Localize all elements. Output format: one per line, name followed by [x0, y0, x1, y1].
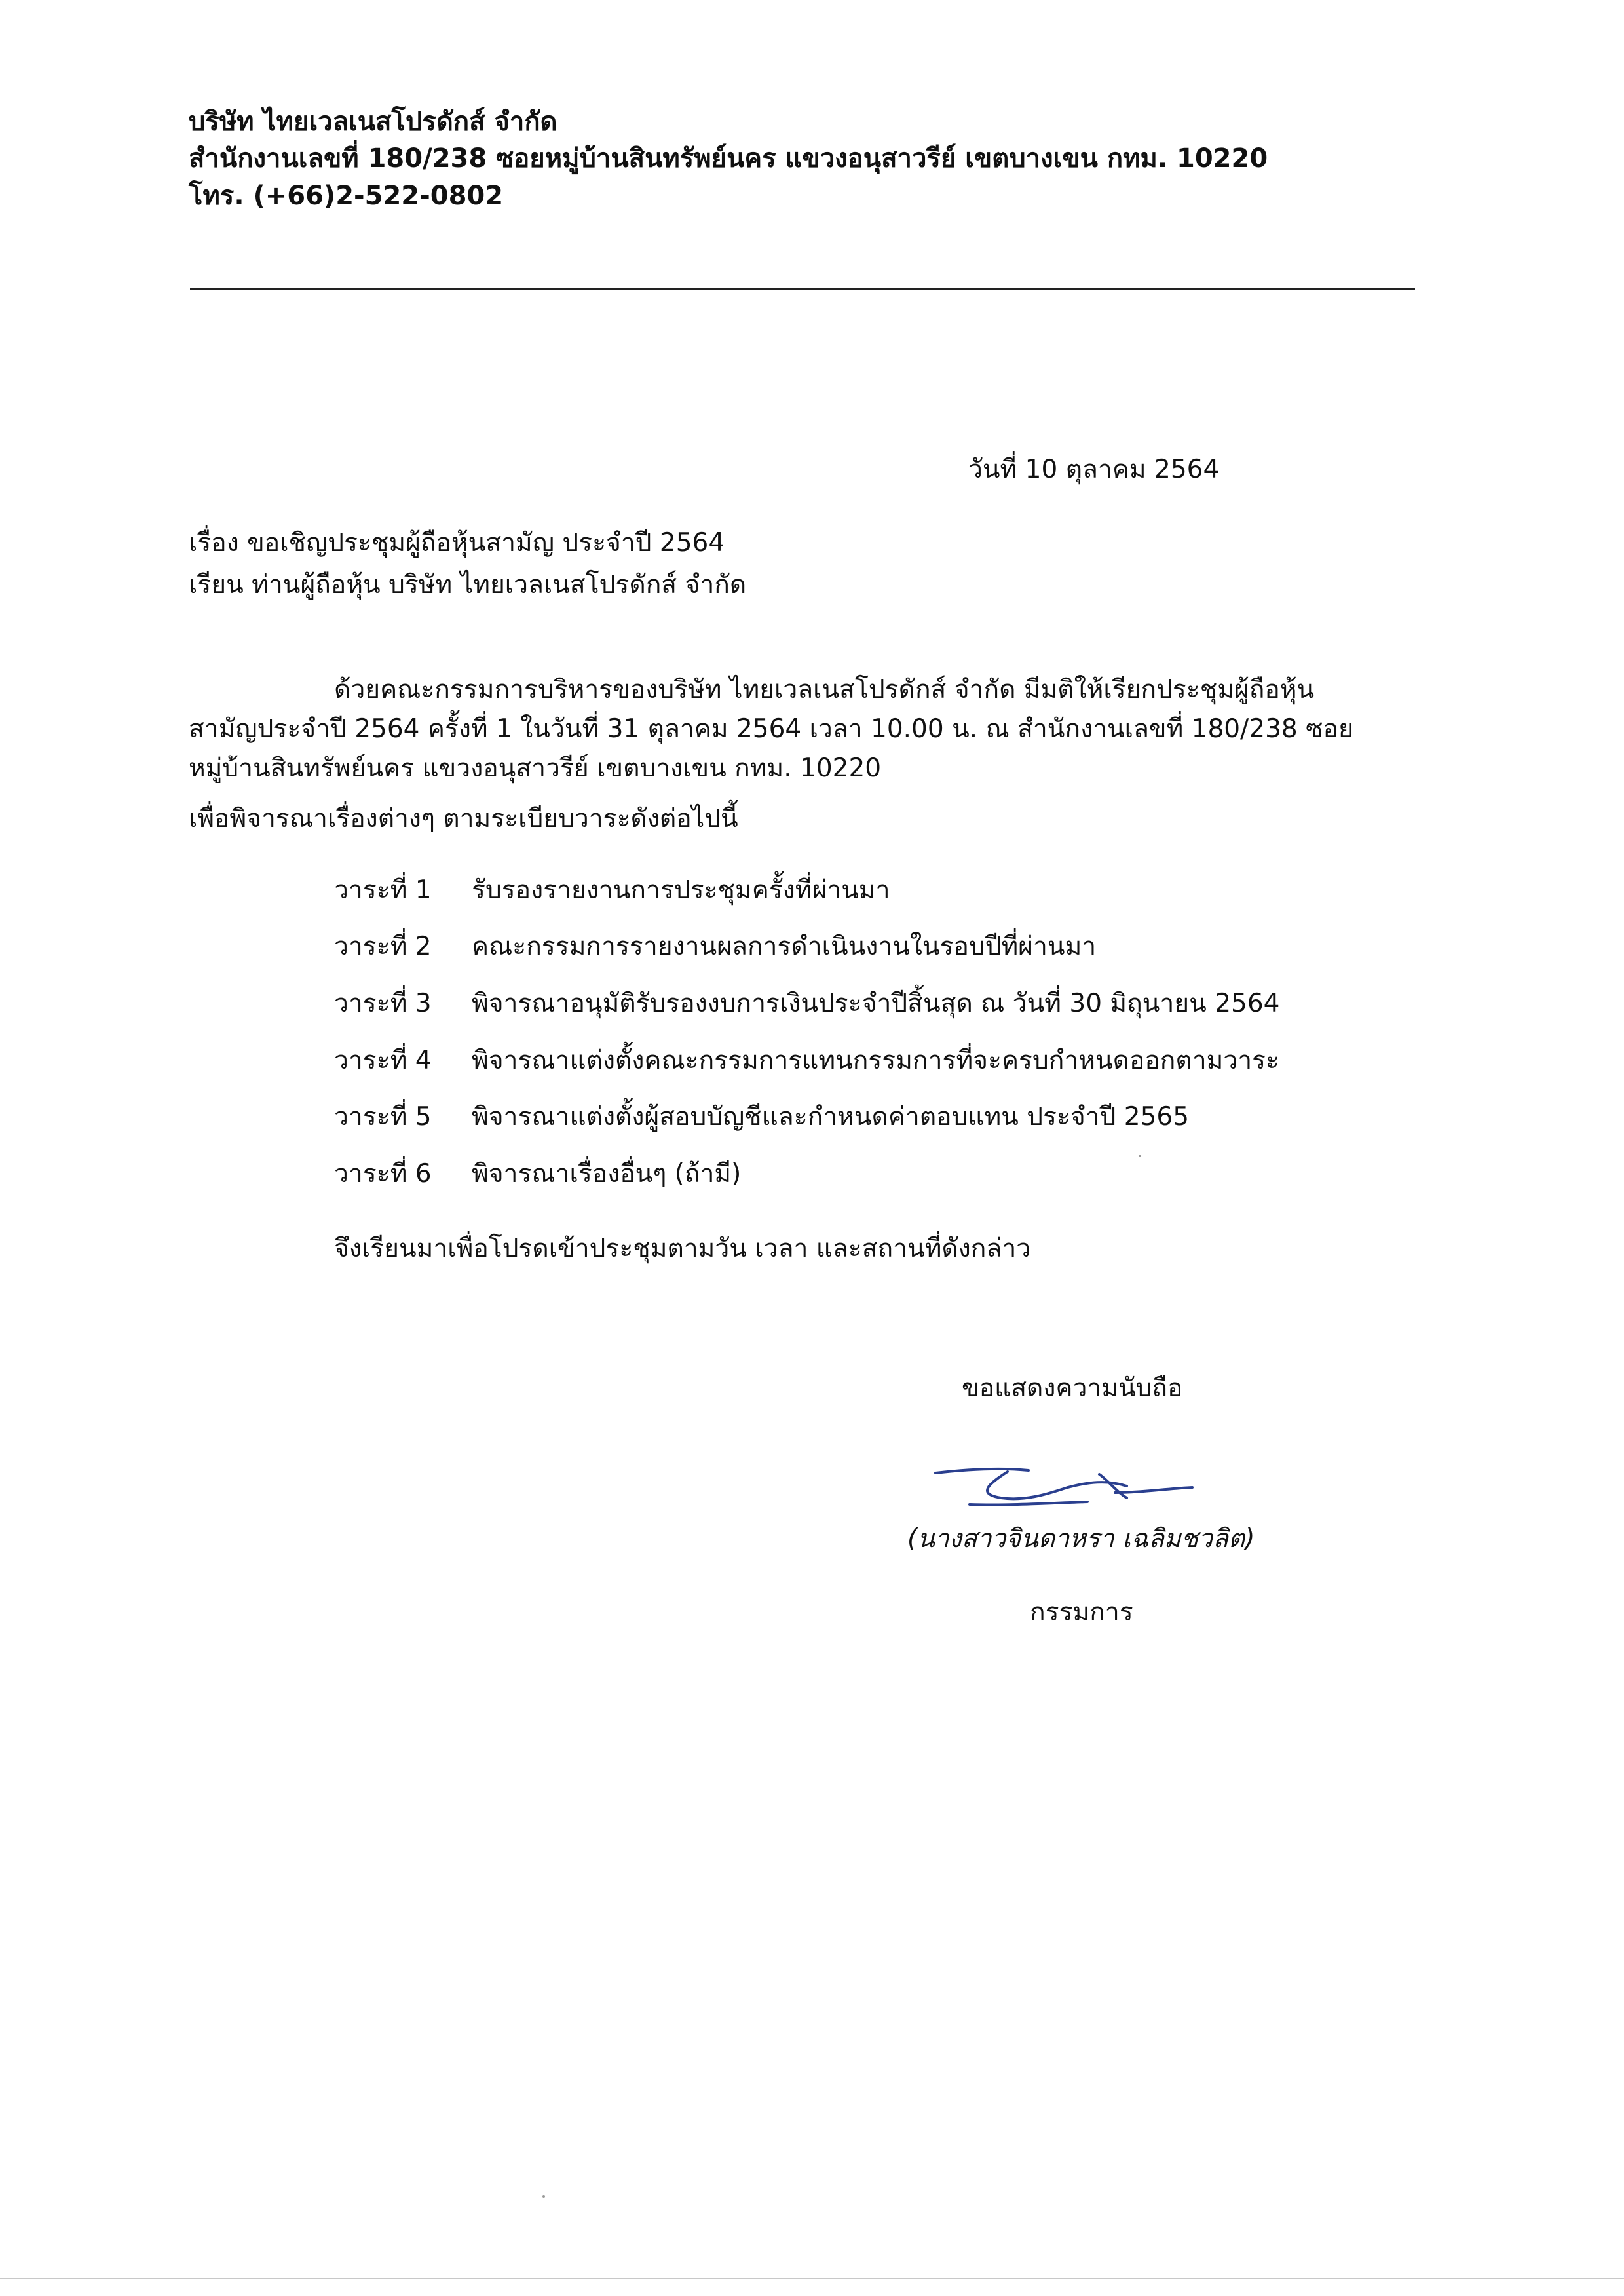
- agenda-item: [334, 1040, 1279, 1081]
- page-bottom-edge: [0, 2278, 1624, 2279]
- body-line-1: ด้วยคณะกรรมการบริหารของบริษัท ไทยเวลเนสโปรดักส์ จำกัด มีมติให้เรียกประชุมผู้ถือหุ้น: [334, 675, 1315, 704]
- agenda-number: วาระที่ 3: [334, 989, 432, 1018]
- regards-line: ขอแสดงความนับถือ: [962, 1373, 1183, 1403]
- signatory-position: กรรมการ: [1030, 1598, 1133, 1627]
- scan-speck: [1139, 1155, 1141, 1157]
- agenda-intro: เพื่อพิจารณาเรื่องต่างๆ ตามระเบียบวาระดังต่อไปนี้: [189, 804, 738, 833]
- agenda-number: วาระที่ 2: [334, 932, 432, 961]
- agenda-item: [334, 926, 1096, 966]
- signatory-name: (นางสาวจินดาหรา เฉลิมชวลิต): [907, 1524, 1255, 1554]
- closing-line: จึงเรียนมาเพื่อโปรดเข้าประชุมตามวัน เวลา และสถานที่ดังกล่าว: [334, 1234, 1031, 1263]
- letter-recipient: เรียน ท่านผู้ถือหุ้น บริษัท ไทยเวลเนสโปรดักส์ จำกัด: [189, 570, 747, 600]
- agenda-text: พิจารณาแต่งตั้งคณะกรรมการแทนกรรมการที่จะครบกำหนดออกตามวาระ: [472, 1046, 1280, 1075]
- agenda-item: [334, 870, 890, 910]
- scan-speck: [542, 2195, 545, 2198]
- agenda-text: พิจารณาเรื่องอื่นๆ (ถ้ามี): [472, 1159, 742, 1189]
- company-name: บริษัท ไทยเวลเนสโปรดักส์ จำกัด: [189, 107, 557, 137]
- agenda-item: [334, 1153, 741, 1194]
- agenda-number: วาระที่ 5: [334, 1102, 432, 1132]
- agenda-item: [334, 1096, 1189, 1137]
- header-divider: [190, 288, 1415, 290]
- handwritten-signature: [930, 1460, 1205, 1519]
- agenda-text: พิจารณาแต่งตั้งผู้สอบบัญชีและกำหนดค่าตอบแทน ประจำปี 2565: [472, 1102, 1190, 1132]
- body-line-2: สามัญประจำปี 2564 ครั้งที่ 1 ในวันที่ 31 ตุลาคม 2564 เวลา 10.00 น. ณ สำนักงานเลขที่ 180/238 ซอย: [189, 714, 1353, 744]
- body-line-3: หมู่บ้านสินทรัพย์นคร แขวงอนุสาวรีย์ เขตบางเขน กทม. 10220: [189, 754, 882, 783]
- agenda-text: พิจารณาอนุมัติรับรองงบการเงินประจำปีสิ้นสุด ณ วันที่ 30 มิถุนายน 2564: [472, 989, 1280, 1018]
- letter-date: วันที่ 10 ตุลาคม 2564: [968, 455, 1220, 484]
- letter-subject: เรื่อง ขอเชิญประชุมผู้ถือหุ้นสามัญ ประจำปี 2564: [189, 528, 725, 558]
- agenda-number: วาระที่ 1: [334, 875, 432, 905]
- company-address: สำนักงานเลขที่ 180/238 ซอยหมู่บ้านสินทรัพย์นคร แขวงอนุสาวรีย์ เขตบางเขน กทม. 10220: [189, 144, 1268, 174]
- agenda-text: รับรองรายงานการประชุมครั้งที่ผ่านมา: [472, 875, 890, 905]
- company-phone: โทร. (+66)2-522-0802: [189, 181, 504, 211]
- agenda-item: [334, 983, 1279, 1024]
- agenda-number: วาระที่ 4: [334, 1046, 432, 1075]
- agenda-text: คณะกรรมการรายงานผลการดำเนินงานในรอบปีที่ผ่านมา: [472, 932, 1097, 961]
- agenda-number: วาระที่ 6: [334, 1159, 432, 1189]
